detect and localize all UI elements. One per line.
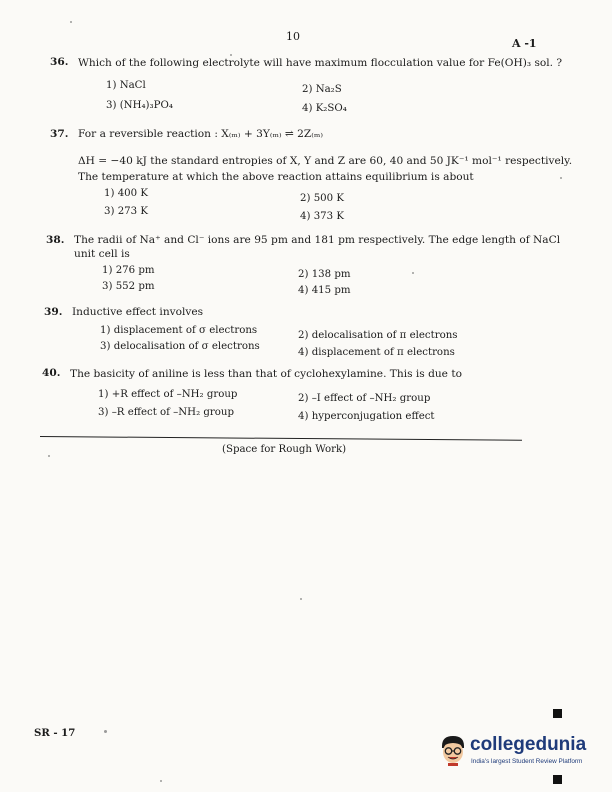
- option: 1) 276 pm: [102, 265, 155, 276]
- footer-code: SR - 17: [34, 727, 76, 739]
- question-number: 39.: [44, 306, 63, 318]
- option: 1) displacement of σ electrons: [100, 325, 258, 336]
- scan-speck: [412, 272, 414, 274]
- scan-speck: [70, 21, 72, 23]
- option: 2) 500 K: [300, 193, 344, 204]
- corner-mark: [553, 709, 562, 718]
- scan-speck: [300, 598, 302, 600]
- question-text: The radii of Na⁺ and Cl⁻ ions are 95 pm and 181 pm respectively. The edge length of NaCl: [74, 234, 561, 246]
- option: 2) Na₂S: [302, 84, 342, 95]
- scan-speck: [104, 730, 107, 733]
- scan-speck: [230, 54, 232, 56]
- scan-speck: [160, 780, 162, 782]
- option: 4) K₂SO₄: [302, 103, 347, 114]
- question-text: Inductive effect involves: [72, 306, 204, 318]
- question-number: 38.: [46, 234, 65, 246]
- question-text: Which of the following electrolyte will have maximum flocculation value for Fe(OH)₃ sol. ?: [78, 57, 563, 69]
- option: 2) –I effect of –NH₂ group: [298, 393, 431, 404]
- option: 1) 400 K: [104, 188, 148, 199]
- option: 4) hyperconjugation effect: [298, 411, 435, 422]
- question-text: The temperature at which the above reaction attains equilibrium is about: [78, 171, 474, 183]
- question-text: The basicity of aniline is less than that of cyclohexylamine. This is due to: [70, 368, 462, 380]
- option: 3) 552 pm: [102, 281, 155, 292]
- rough-work-label: (Space for Rough Work): [222, 444, 347, 455]
- brand-name: collegedunia: [470, 734, 587, 755]
- question-number: 36.: [50, 56, 69, 68]
- paper-code: A -1: [512, 37, 537, 50]
- option: 1) +R effect of –NH₂ group: [98, 389, 238, 400]
- question-text: ΔH = −40 kJ the standard entropies of X, Y and Z are 60, 40 and 50 JK⁻¹ mol⁻¹ respectively.: [78, 155, 573, 167]
- option: 3) (NH₄)₃PO₄: [106, 100, 173, 111]
- mascot-icon: [438, 734, 468, 766]
- option: 4) 415 pm: [298, 285, 351, 296]
- option: 4) 373 K: [300, 211, 344, 222]
- option: 3) delocalisation of σ electrons: [100, 341, 260, 352]
- option: 4) displacement of π electrons: [298, 347, 455, 358]
- option: 2) 138 pm: [298, 269, 351, 280]
- corner-mark: [553, 775, 562, 784]
- page-number: 10: [286, 30, 300, 43]
- option: 3) –R effect of –NH₂ group: [98, 407, 234, 418]
- option: 2) delocalisation of π electrons: [298, 330, 458, 341]
- option: 1) NaCl: [106, 80, 146, 91]
- question-text: For a reversible reaction : X₍ₘ₎ + 3Y₍ₘ₎ ⇌ 2Z₍ₘ₎: [78, 128, 323, 140]
- option: 3) 273 K: [104, 206, 148, 217]
- question-number: 37.: [50, 128, 69, 140]
- question-number: 40.: [42, 367, 61, 379]
- scan-speck: [560, 177, 562, 179]
- divider: [40, 436, 522, 441]
- question-text: unit cell is: [74, 248, 130, 260]
- brand-tagline: India's largest Student Review Platform: [471, 758, 583, 765]
- scan-speck: [48, 455, 50, 457]
